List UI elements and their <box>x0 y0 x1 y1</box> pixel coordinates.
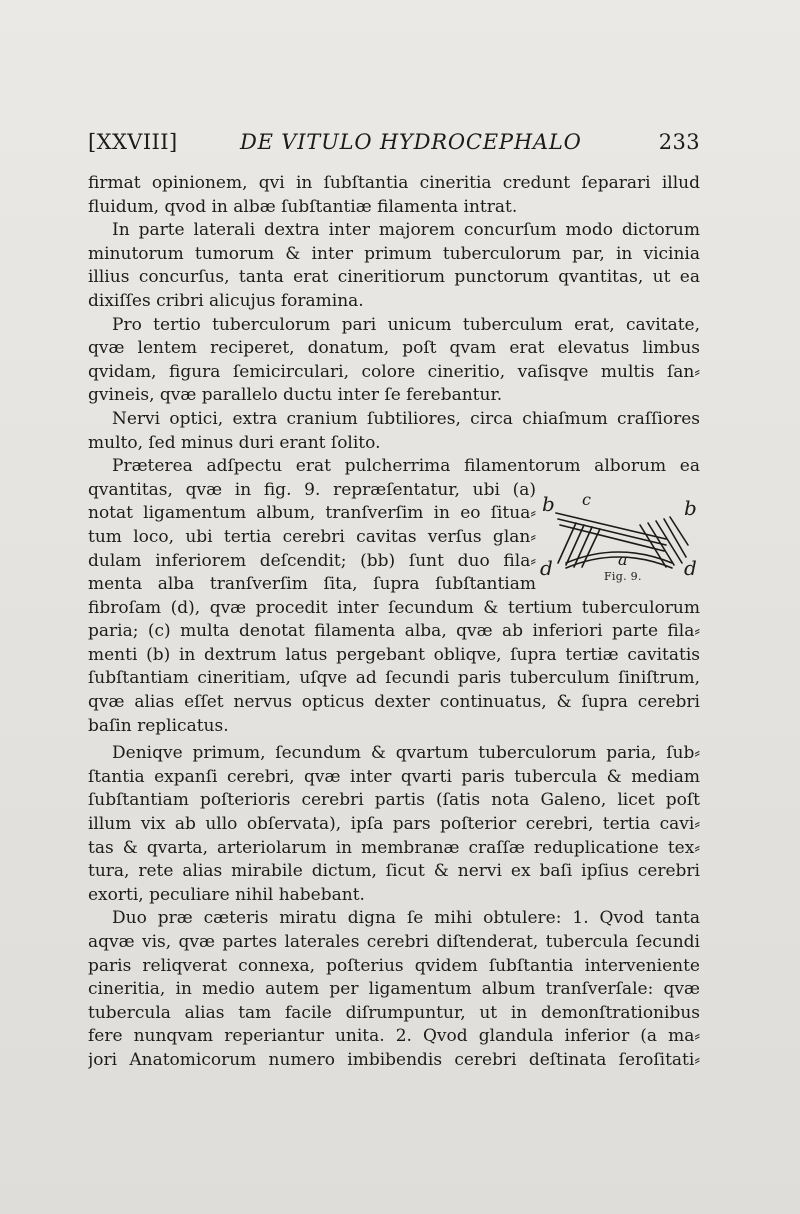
label-d-right: d <box>684 555 697 580</box>
text-line: gvineis, qvæ parallelo ductu inter ſe ferebantur. <box>88 385 503 406</box>
text-line: dixiſſes cribri alicujus foramina. <box>88 290 364 311</box>
text-line: minutorum tumorum & inter primum tuberculorum par, in vicinia <box>88 243 700 264</box>
text-line: fluidum, qvod in albæ ſubſtantiæ filamenta intrat. <box>88 196 518 217</box>
text-line: illius concurſus, tanta erat cineritiorum punctorum qvantitas, ut ea <box>88 267 700 288</box>
text-line: exorti, peculiare nihil habebant. <box>88 884 365 905</box>
text-line: fibroſam (d), qvæ procedit inter ſecundum & tertium tuberculorum <box>88 597 700 618</box>
text-line: Duo præ cæteris miratu digna ſe mihi obtulere: 1. Qvod tanta <box>112 908 700 929</box>
text-line: fere nunqvam reperiantur unita. 2. Qvod glandula inferior (a ma⸗ <box>88 1026 700 1047</box>
label-d-left: d <box>540 555 553 580</box>
page-number: 233 <box>658 130 700 154</box>
text-line: notat ligamentum album, tranſverſim in eo ſitua⸗ <box>88 503 536 524</box>
text-line: menti (b) in dextrum latus pergebant obliqve, ſupra tertiæ cavitatis <box>88 644 700 665</box>
text-line: cineritia, in medio autem per ligamentum album tranſverſale: qvæ <box>88 979 700 1000</box>
text-line: tas & qvarta, arteriolarum in membranæ craſſæ reduplicatione tex⸗ <box>88 837 700 858</box>
text-line: jori Anatomicorum numero imbibendis cerebri deſtinata ſeroſitati⸗ <box>88 1049 700 1070</box>
text-line: tura, rete alias mirabile dictum, ſicut & nervi ex baſi ipſius cerebri <box>88 861 700 882</box>
text-line: Nervi optici, extra cranium ſubtiliores, circa chiaſmum craſſiores <box>112 408 700 429</box>
running-title: DE VITULO HYDROCEPHALO <box>240 130 582 154</box>
text-line: aqvæ vis, qvæ partes laterales cerebri diſtenderat, tubercula ſecundi <box>88 932 700 952</box>
text-line: qvæ lentem reciperet, donatum, poſt qvam erat elevatus limbus <box>88 338 700 359</box>
text-line: firmat opinionem, qvi in ſubſtantia cineritia credunt ſeparari illud <box>88 173 700 193</box>
text-line: qvidam, figura ſemicirculari, colore cineritio, vaſisqve multis ſan⸗ <box>88 361 700 382</box>
text-line: Deniqve primum, ſecundum & qvartum tuberculorum paria, ſub⸗ <box>112 743 700 764</box>
text-line: dulam inferiorem deſcendit; (bb) ſunt duo fila⸗ <box>88 550 536 571</box>
text-line: Pro tertio tuberculorum pari unicum tuberculum erat, cavitate, <box>112 314 700 335</box>
text-line: illum vix ab ullo obſervata), ipſa pars poſterior cerebri, tertia cavi⸗ <box>88 814 700 835</box>
label-b-left: b <box>542 491 555 516</box>
text-line: tubercula alias tam facile diſrumpuntur, ut in demonſtrationibus <box>88 1002 700 1023</box>
section-number: [XXVIII] <box>88 130 178 154</box>
text-line: baſin replicatus. <box>88 715 229 736</box>
text-line: menta alba tranſverſim ſita, ſupra ſubſtantiam <box>88 574 536 595</box>
text-line: ſubſtantiam cineritiam, uſqve ad ſecundi paris tuberculum ſiniſtrum, <box>88 668 700 689</box>
filament-line <box>670 517 688 545</box>
filament-line <box>558 523 576 563</box>
text-line: tum loco, ubi tertia cerebri cavitas verſus glan⸗ <box>88 526 536 547</box>
running-header <box>88 130 700 160</box>
text-line: multo, ſed minus duri erant ſolito. <box>88 432 381 453</box>
body-text <box>88 172 700 1073</box>
text-line: ſubſtantiam poſterioris cerebri partis (ſatis nota Galeno, licet poſt <box>88 790 700 811</box>
figure-caption: Fig. 9. <box>604 570 642 583</box>
text-line: qvantitas, qvæ in fig. 9. repræſentatur, ubi (a) <box>88 479 536 500</box>
text-line: Præterea adſpectu erat pulcherrima filamentorum alborum ea <box>112 456 700 477</box>
label-b-right: b <box>684 495 697 520</box>
text-line: qvæ alias eſſet nervus opticus dexter continuatus, & ſupra cerebri <box>88 692 700 713</box>
text-line: paris reliqverat connexa, poſterius qvidem ſubſtantia interveniente <box>88 955 700 976</box>
text-line: ſtantia expanſi cerebri, qvæ inter qvarti paris tubercula & mediam <box>88 766 700 787</box>
text-line: In parte laterali dextra inter majorem concurſum modo dictorum <box>112 220 700 241</box>
label-c: c <box>582 489 591 509</box>
label-a: a <box>618 549 628 569</box>
text-line: paria; (c) multa denotat filamenta alba, qvæ ab inferiori parte fila⸗ <box>88 621 700 642</box>
